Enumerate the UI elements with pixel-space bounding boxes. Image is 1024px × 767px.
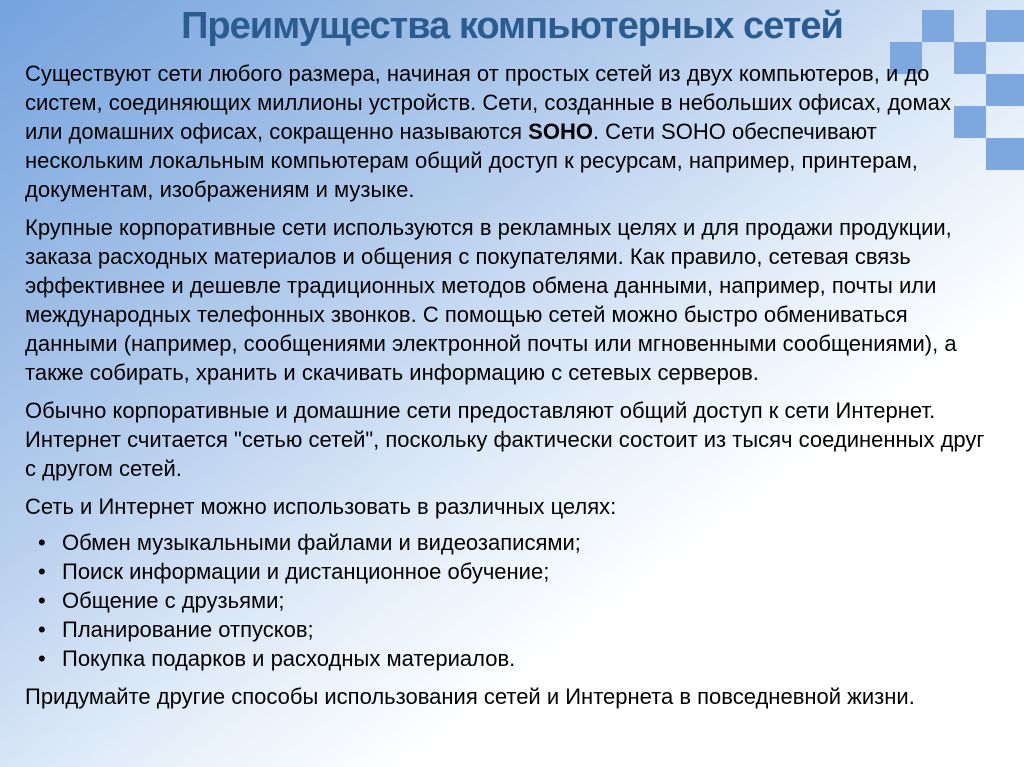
slide-title: Преимущества компьютерных сетей [181,5,843,47]
uses-list [25,528,990,673]
list-item: • Планирование отпусков; [25,615,990,644]
list-item: • Обмен музыкальными файлами и видеозаписями; [25,528,990,557]
paragraph-internet: Обычно корпоративные и домашние сети предоставляют общий доступ к сети Интернет. Интернет считается "сетью сетей", поскольку фактически состоит из тысяч соединенных друг с другом сетей. [25,398,985,481]
slide-body [0,50,1024,711]
paragraph-uses-intro: Сеть и Интернет можно использовать в различных целях: [25,494,617,519]
paragraph-corporate-networks: Крупные корпоративные сети используются в рекламных целях и для продажи продукции, заказа расходных материалов и общения с покупателями. Как правило, сетевая связь эффективнее и дешевле традиционных методов обмена данными, например, почты или международных телефонных звонков. С помощью сетей можно быстро обмениваться данными (например, сообщениями электронной почты или мгновенными сообщениями), а также собирать, хранить и скачивать информацию с сетевых серверов. [25,215,957,385]
list-item: • Общение с друзьями; [25,586,990,615]
list-item: • Покупка подарков и расходных материалов. [25,644,990,673]
list-item: • Поиск информации и дистанционное обучение; [25,557,990,586]
paragraph-task: Придумайте другие способы использования сетей и Интернета в повседневной жизни. [25,684,915,709]
paragraph-soho-text-before: Существуют сети любого размера, начиная от простых сетей из двух компьютеров, и до систем, соединяющих миллионы устройств. Сети, созданные в небольших офисах, домах или домашних офисах, сокращенно называются [25,61,951,144]
soho-bold-term: SOHO [528,119,593,144]
paragraph-soho [25,59,990,204]
paragraph-soho-text-after: . Сети SOHO обеспечивают нескольким локальным компьютерам общий доступ к ресурсам, например, принтерам, документам, изображениям и музыке. [25,119,918,202]
